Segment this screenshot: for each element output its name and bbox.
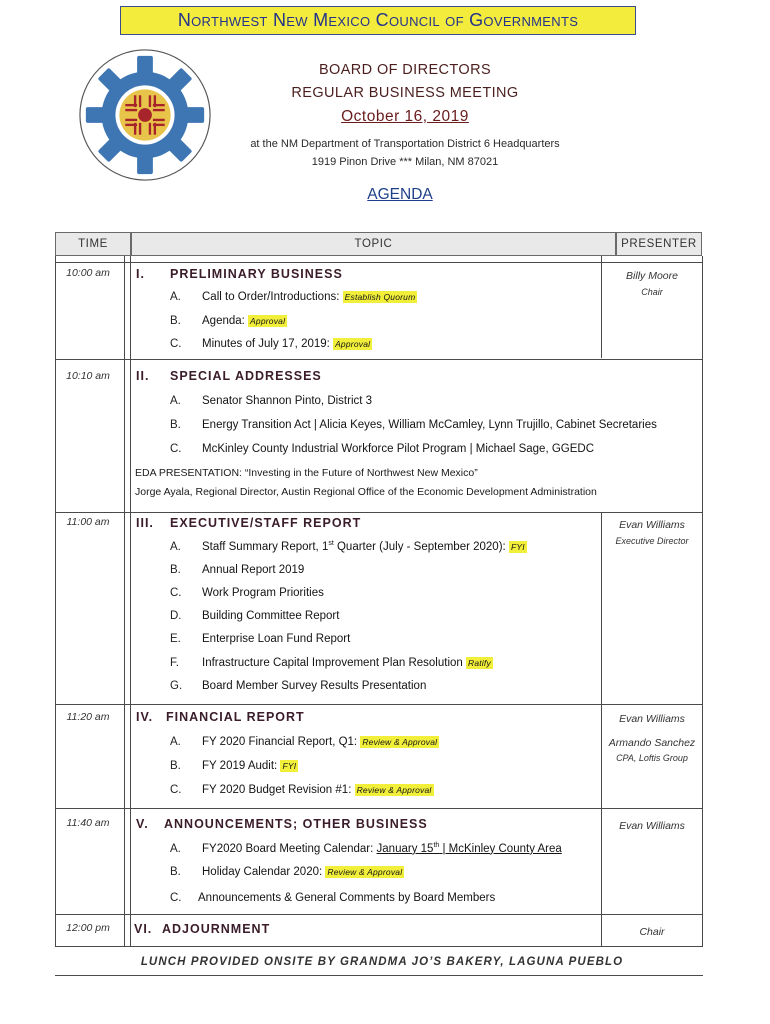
action-tag: Approval [335,339,371,349]
presenter-name: Evan Williams [619,519,685,531]
agenda-time: 11:40 am [66,817,110,829]
agenda-item: A. Staff Summary Report, 1st Quarter (July - September 2020): FYI [170,540,525,553]
lunch-note: LUNCH PROVIDED ONSITE BY GRANDMA JO’S BAKERY, LAGUNA PUEBLO [140,956,624,968]
agenda-item: B. FY 2019 Audit: FYI [170,760,297,772]
agenda-time: 11:20 am [66,711,110,723]
agenda-item: A. FY2020 Board Meeting Calendar: January 15th | McKinley County Area [170,842,562,855]
section-heading: II. SPECIAL ADDRESSES [136,369,322,383]
action-tag: FYI [282,761,297,771]
presenter-name: Billy Moore [626,270,678,282]
row-divider [55,914,703,915]
org-banner: Northwest New Mexico Council of Governments [120,6,636,35]
agenda-item: A. FY 2020 Financial Report, Q1: Review & Approval [170,736,438,748]
presenter-role: Chair [641,287,663,297]
presenter-name: Armando Sanchez [608,737,696,749]
agenda-item: B. Agenda: Approval [170,315,286,327]
row-divider [55,808,703,809]
agenda-time: 12:00 pm [66,922,110,934]
agenda-item: B. Energy Transition Act | Alicia Keyes, William McCamley, Lynn Trujillo, Cabinet Secretaries [170,419,657,431]
agenda-item: B. Annual Report 2019 [170,564,305,576]
presenter-column-divider [601,512,602,946]
footer-underline [55,975,703,976]
action-tag: Review & Approval [356,785,432,795]
section-heading: VI. ADJOURNMENT [134,922,271,936]
action-tag: Ratify [467,658,491,668]
agenda-item: C. FY 2020 Budget Revision #1: Review & Approval [170,784,432,796]
agenda-title: AGENDA [367,186,433,203]
presenter-name: Chair [639,926,665,938]
agenda-item: C. Minutes of July 17, 2019: Approval [170,338,371,350]
agenda-time: 11:00 am [66,516,110,528]
row-divider [55,262,703,263]
column-header-presenter: PRESENTER [616,232,702,256]
eda-presentation-title: EDA PRESENTATION: “Investing in the Future of Northwest New Mexico” [135,467,478,479]
agenda-item: F. Infrastructure Capital Improvement Plan Resolution Ratify [170,657,491,669]
presenter-name: Evan Williams [619,713,685,725]
agenda-item: E. Enterprise Loan Fund Report [170,633,351,645]
agenda-time: 10:00 am [66,267,110,279]
agenda-time: 10:10 am [66,370,110,382]
agenda-item: A. Call to Order/Introductions: Establish Quorum [170,291,416,303]
column-header-topic: TOPIC [131,232,616,256]
meeting-title: REGULAR BUSINESS MEETING [291,85,519,101]
action-tag: Review & Approval [327,867,403,877]
table-bottom-border [55,946,703,947]
agenda-item: G. Board Member Survey Results Presentation [170,680,427,692]
row-divider [55,359,703,360]
action-tag: FYI [510,541,525,552]
row-divider [55,704,703,705]
row-divider [55,512,703,513]
meeting-location: at the NM Department of Transportation District 6 Headquarters [250,138,560,150]
presenter-name: Evan Williams [619,820,685,832]
board-title: BOARD OF DIRECTORS [318,62,492,78]
meeting-address: 1919 Pinon Drive *** Milan, NM 87021 [311,156,499,168]
agenda-item: C. Work Program Priorities [170,587,324,599]
agenda-item: D. Building Committee Report [170,610,340,622]
section-heading: III. EXECUTIVE/STAFF REPORT [136,516,362,530]
meeting-date: October 16, 2019 [341,108,469,125]
agenda-item: B. Holiday Calendar 2020: Review & Approval [170,866,403,878]
agenda-item: C. Announcements & General Comments by Board Members [170,892,496,904]
section-heading: IV. FINANCIAL REPORT [136,710,305,724]
cog-zia-logo-icon [76,46,214,184]
action-tag: Approval [250,316,286,326]
section-heading: V. ANNOUNCEMENTS; OTHER BUSINESS [136,817,428,831]
presenter-role: CPA, Loftis Group [616,753,688,763]
section-heading: I. PRELIMINARY BUSINESS [136,267,343,281]
presenter-role: Executive Director [615,536,689,546]
column-header-time: TIME [55,232,131,256]
agenda-item: A. Senator Shannon Pinto, District 3 [170,395,373,407]
action-tag: Establish Quorum [344,292,416,302]
agenda-item: C. McKinley County Industrial Workforce Pilot Program | Michael Sage, GGEDC [170,443,594,455]
action-tag: Review & Approval [362,737,438,747]
eda-presenter: Jorge Ayala, Regional Director, Austin Regional Office of the Economic Development Administration [135,486,597,498]
